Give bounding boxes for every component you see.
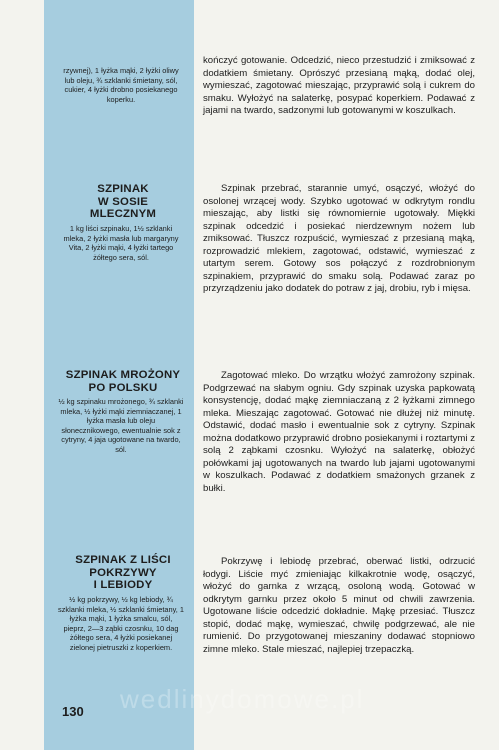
ingredients-szpinak-mrozony-po-polsku: ½ kg szpinaku mrożonego, ¾ szklanki mleka, ½ łyżki mąki ziemniaczanej, 1 łyżka masła lub oleju słonecznikowego, ewentualnie sok z cytryny, 4 jaja ugotowane na twardo, sól. (58, 397, 184, 454)
recipe-title-line: SZPINAK Z LIŚCI (75, 554, 171, 566)
recipe-title-line: I LEBIODY (93, 579, 153, 592)
recipe-title-szpinak-z-lisci-pokrzywy-i-lebiody (54, 554, 192, 592)
recipe-title-line: PO POLSKU (88, 381, 158, 394)
recipe-title-line: POKRZYWY (89, 566, 157, 579)
recipe-title-line: W SOSIE (97, 195, 149, 208)
recipe-title-szpinak-w-sosie-mlecznym (54, 183, 192, 221)
method-continued: kończyć gotowanie. Odcedzić, nieco przestudzić i zmiksować z dodatkiem śmietany. Oprószyć przesianą mąką, dodać olej, wymieszać, zagotować mieszając, przyprawić solą i cukrem do smaku. Wyłożyć na salaterkę, posypać koperkiem. Podawać z jajami na twardo, sadzonymi lub gotowanymi w koszulkach. (203, 55, 475, 116)
method-szpinak-z-lisci-pokrzywy-i-lebiody: Pokrzywę i lebiodę przebrać, oberwać listki, odrzucić łodygi. Liście myć zmieniając kilkakrotnie wodę, osączyć, włożyć do garnka z wrzącą, osoloną wodą. Gotować w odkrytym garnku przez około 5 minut od chwili zawrzenia. Ugotowane liście odcedzić dokładnie. Mąkę przesiać. Tłuszcz stopić, dodać mąkę, wymieszać, chwilę podgrzewać, ale nie rumienić. Do przygotowanej mieszaniny dodawać stopniowo zimne mleko. Stale mieszać, najlepiej trzepaczką. (203, 556, 475, 655)
ingredients-szpinak-z-lisci-pokrzywy-i-lebiody: ½ kg pokrzywy, ½ kg lebiody, ¾ szklanki mleka, ½ szklanki śmietany, 1 łyżka mąki, 1 łyżka smalcu, sól, pieprz, 2—3 ząbki czosnku, 10 dag żółtego sera, 4 łyżki posiekanej zielonej pietruszki z koperkiem. (58, 595, 184, 652)
ingredients-szpinak-w-sosie-mlecznym: 1 kg liści szpinaku, 1½ szklanki mleka, 2 łyżki masła lub margaryny Vita, 2 łyżki mąki, 4 łyżki tartego żółtego sera, sól. (63, 224, 179, 262)
ingredients-continued: rzywnej), 1 łyżka mąki, 2 łyżki oliwy lub oleju, ¾ szklanki śmietany, sól, cukier, 4 łyżki drobno posiekanego koperku. (63, 66, 179, 104)
watermark: wedlinydomowe.pl (120, 684, 365, 714)
method-szpinak-mrozony-po-polsku: Zagotować mleko. Do wrzątku włożyć zamrożony szpinak. Podgrzewać na słabym ogniu. Gdy szpinak uzyska papkowatą konsystencję, dodać mąkę ziemniaczaną z 2 łyżkami zimnego mleka. Mieszając zagotować. Gotować nie dłużej niż minutę. Odstawić, dodać masło i ewentualnie sok z cytryny. Szpinak można dodatkowo przyprawić drobno posiekanymi i roztartymi z solą 2 ząbkami czosnku. Wyłożyć na salaterkę, obłożyć połówkami jaj ugotowanych na twardo lub jajami ugotowanymi w koszulkach. Podawać z dodatkiem smażonych grzanek z bułki. (203, 370, 475, 494)
recipe-title-line: SZPINAK (97, 183, 149, 195)
recipe-title-line: SZPINAK MROŻONY (65, 369, 181, 381)
method-szpinak-w-sosie-mlecznym: Szpinak przebrać, starannie umyć, osączyć, włożyć do osolonej wrzącej wody. Szybko ugotować w odkrytym rondlu mieszając, aby listki się równomiernie ugotowały. Miękki szpinak odcedzić i posiekać nierdzewnym nożem lub zmiksować. Tłuszcz rozpuścić, wymieszać z przesianą mąką, rozprowadzić mlekiem, zagotować, odstawić, wymieszać z utartym serem. Gotowy sos połączyć z rozdrobnionym szpinakiem, przyprawić do smaku solą. Podawać zaraz po przyrządzeniu jako dodatek do potraw z jaj, drobiu, ryb i mięsa. (203, 183, 475, 294)
recipe-title-line: MLECZNYM (89, 208, 157, 221)
recipe-title-szpinak-mrozony-po-polsku (54, 369, 192, 394)
page-number: 130 (62, 704, 84, 719)
